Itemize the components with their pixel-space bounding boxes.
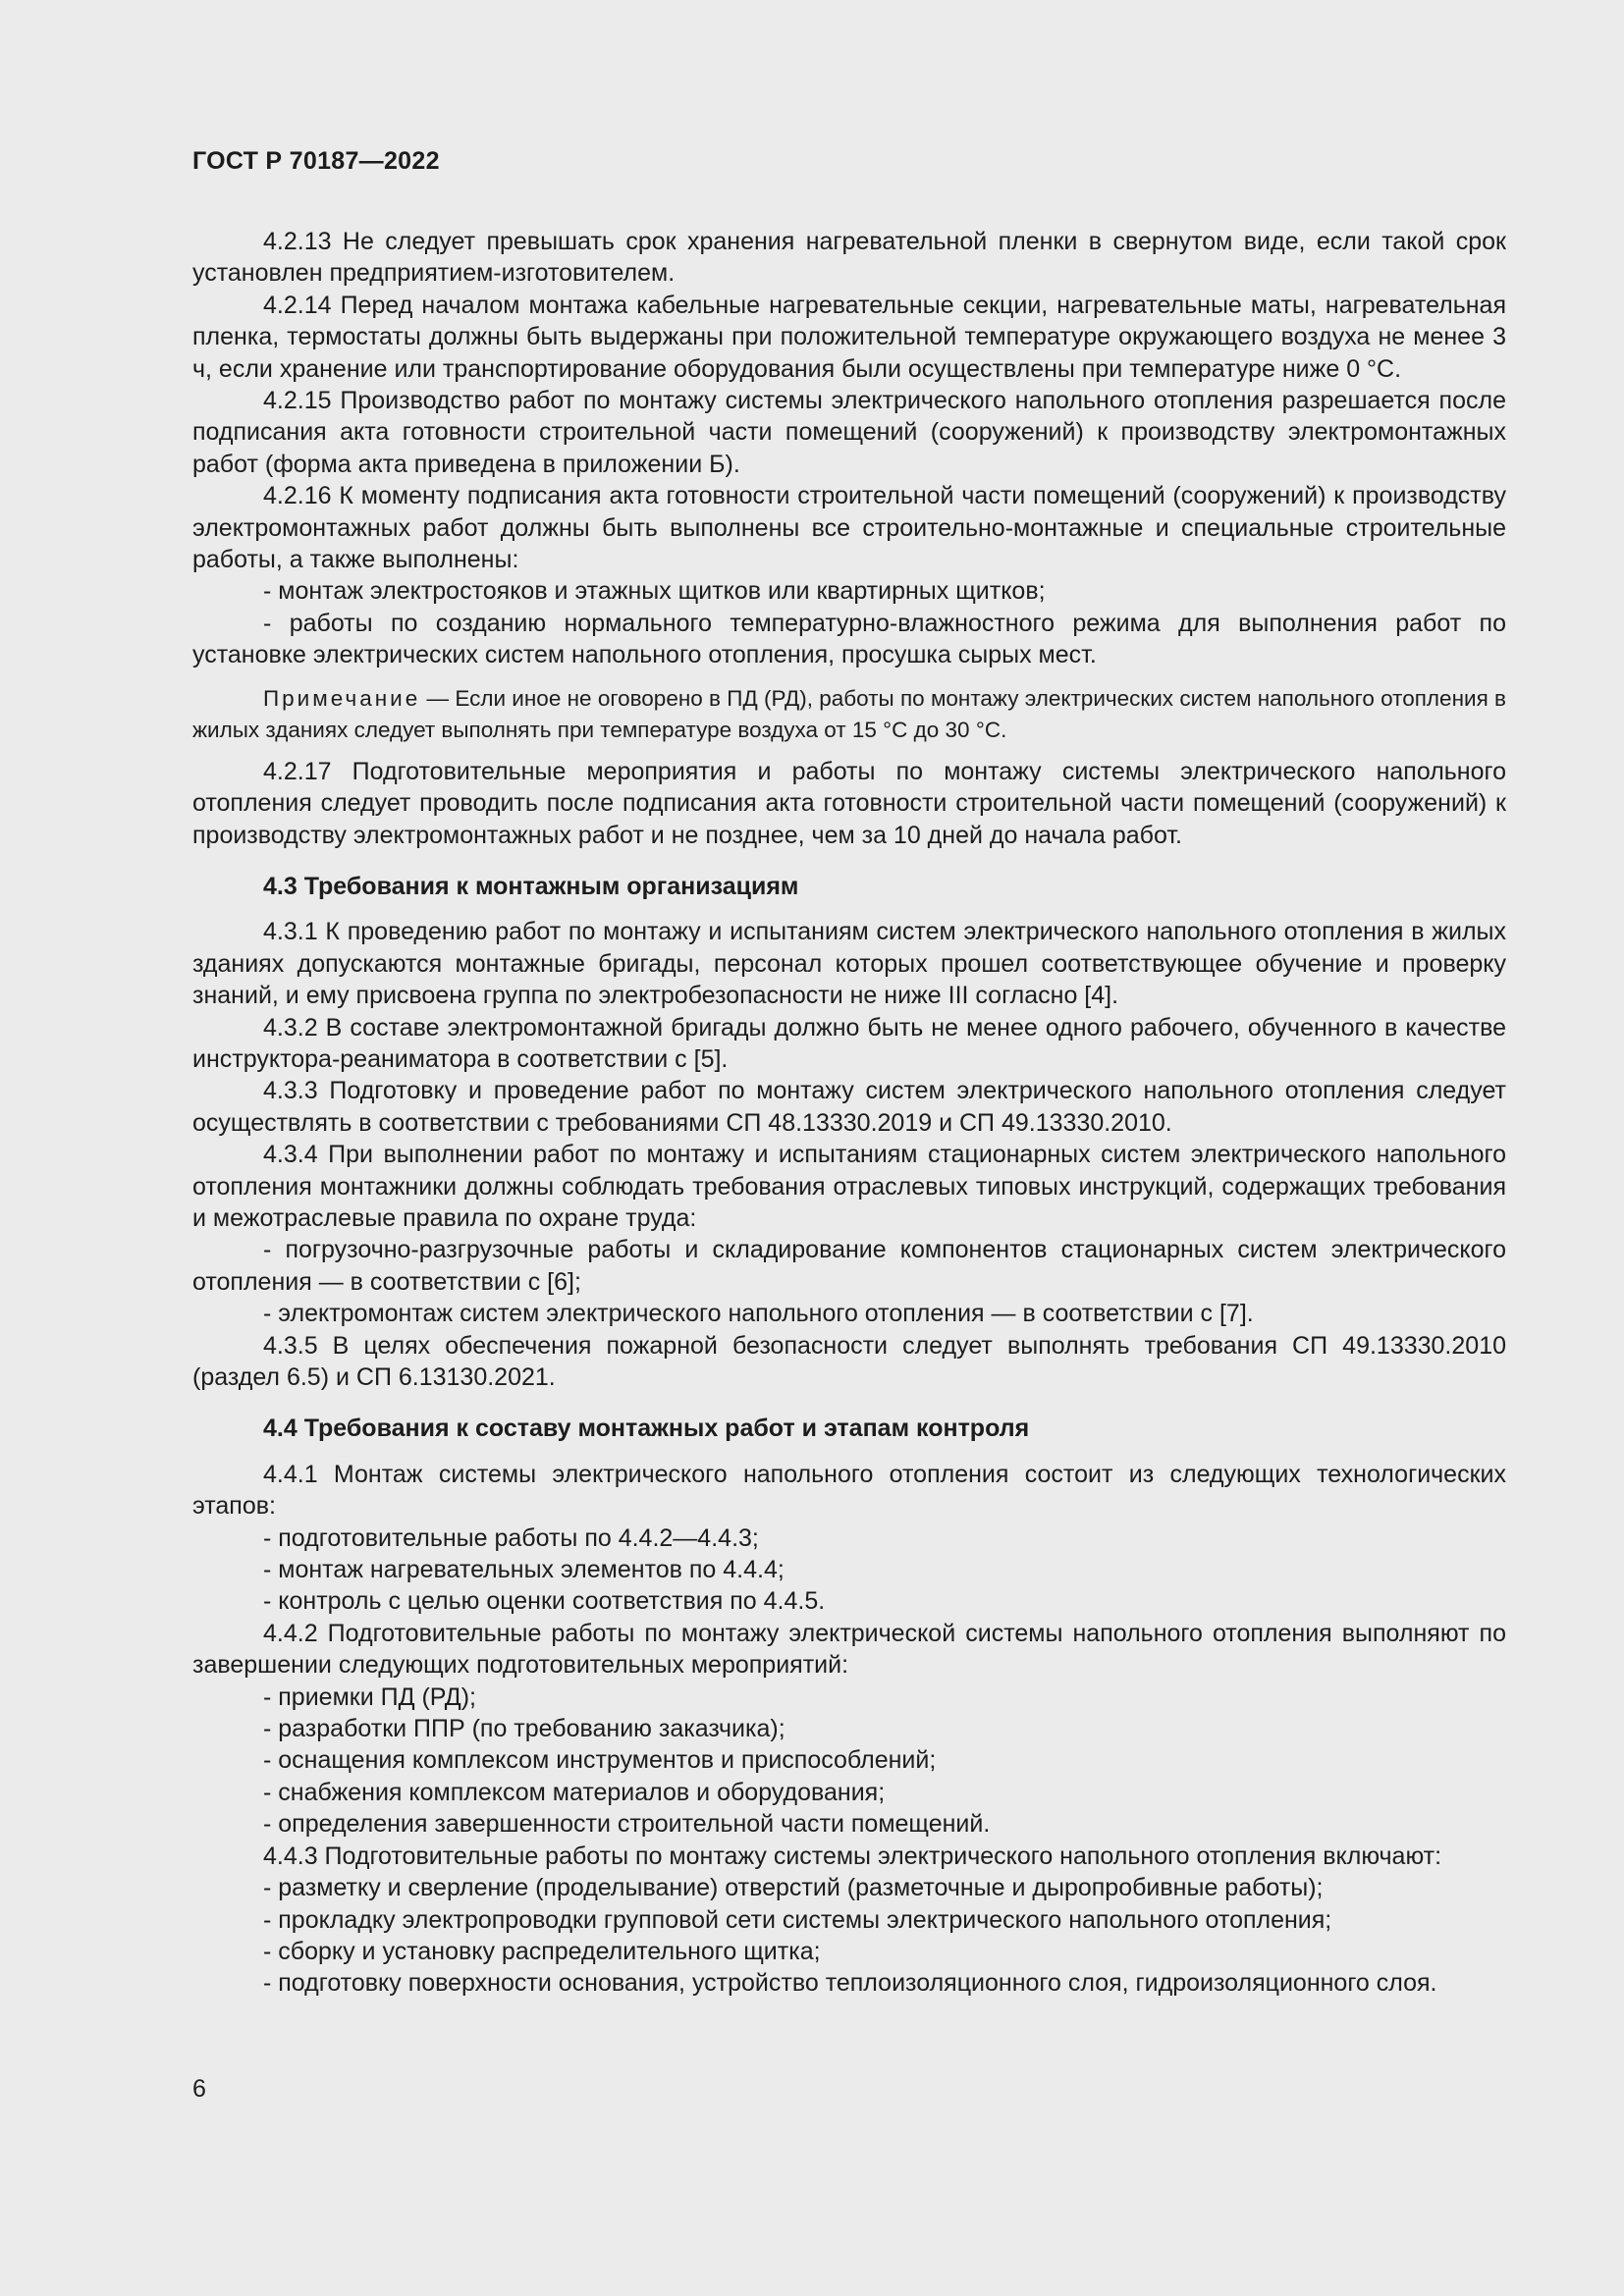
clause-4-2-13: 4.2.13 Не следует превышать срок хранения нагревательной пленки в свернутом виде, если такой срок установлен предприятием-изготовителем. xyxy=(192,228,1506,288)
clause-4-4-1: 4.4.1 Монтаж системы электрического напольного отопления состоит из следующих технологических этапов: xyxy=(192,1460,1506,1521)
list-item: - контроль с целью оценки соответствия по 4.4.5. xyxy=(263,1587,826,1616)
note-label: Примечание xyxy=(263,685,421,711)
clause-4-3-3: 4.3.3 Подготовку и проведение работ по монтажу систем электрического напольного отопления следует осуществлять в соответствии с требованиями СП 48.13330.2019 и СП 49.13330.2010. xyxy=(192,1077,1506,1137)
clause-4-2-16: 4.2.16 К моменту подписания акта готовности строительной части помещений (сооружений) к производству электромонтажных работ должны быть выполнены все строительно-монтажные и специальные строительные работы, а также выполнены: xyxy=(192,482,1506,574)
list-item: - разработки ППР (по требованию заказчика); xyxy=(263,1715,785,1743)
list-item: - подготовку поверхности основания, устройство теплоизоляционного слоя, гидроизоляционного слоя. xyxy=(263,1969,1437,1998)
clause-4-2-14: 4.2.14 Перед началом монтажа кабельные нагревательные секции, нагревательные маты, нагревательная пленка, термостаты должны быть выдержаны при положительной температуре окружающего воздуха не менее 3 ч, если хранение или транспортирование оборудования были осуществлены при температуре ниже 0 °С. xyxy=(192,291,1506,383)
note-text: — Если иное не оговорено в ПД (РД), работы по монтажу электрических систем напольного отопления в жилых зданиях следует выполнять при температуре воздуха от 15 °С до 30 °С. xyxy=(192,685,1506,742)
list-item: - работы по созданию нормального температурно-влажностного режима для выполнения работ по установке электрических систем напольного отопления, просушка сырых мест. xyxy=(192,609,1506,669)
list-item: - монтаж нагревательных элементов по 4.4.4; xyxy=(263,1556,785,1584)
list-item: - приемки ПД (РД); xyxy=(263,1682,476,1711)
page-number: 6 xyxy=(192,2075,206,2103)
clause-4-3-1: 4.3.1 К проведению работ по монтажу и испытаниям систем электрического напольного отопления в жилых зданиях допускаются монтажные бригады, персонал которых прошел соответствующее обучение и проверку знаний, и ему присвоена группа по электробезопасности не ниже III согласно [4]. xyxy=(192,918,1506,1010)
list-item: - подготовительные работы по 4.4.2—4.4.3; xyxy=(263,1523,759,1552)
list-item: - погрузочно-разгрузочные работы и складирование компонентов стационарных систем электрического отопления — в соответствии с [6]; xyxy=(192,1236,1506,1296)
list-item: - определения завершенности строительной части помещений. xyxy=(263,1810,991,1839)
note xyxy=(192,683,1506,746)
list-item: - прокладку электропроводки групповой сети системы электрического напольного отопления; xyxy=(263,1905,1332,1934)
list-item: - монтаж электростояков и этажных щитков или квартирных щитков; xyxy=(263,577,1046,606)
list-item: - разметку и сверление (проделывание) отверстий (разметочные и дыропробивные работы); xyxy=(263,1874,1324,1902)
section-heading-4-4: 4.4 Требования к составу монтажных работ и этапам контроля xyxy=(263,1415,1030,1443)
section-heading-4-3: 4.3 Требования к монтажным организациям xyxy=(263,872,799,900)
clause-4-2-17: 4.2.17 Подготовительные мероприятия и работы по монтажу системы электрического напольного отопления следует проводить после подписания акта готовности строительной части помещений (сооружений) к производству электромонтажных работ и не позднее, чем за 10 дней до начала работ. xyxy=(192,757,1506,849)
list-item: - сборку и установку распределительного щитка; xyxy=(263,1937,821,1965)
list-item: - оснащения комплексом инструментов и приспособлений; xyxy=(263,1746,937,1775)
clause-4-4-3: 4.4.3 Подготовительные работы по монтажу системы электрического напольного отопления включают: xyxy=(263,1842,1442,1870)
clause-4-3-5: 4.3.5 В целях обеспечения пожарной безопасности следует выполнять требования СП 49.13330.2010 (раздел 6.5) и СП 6.13130.2021. xyxy=(192,1331,1506,1391)
clause-4-2-15: 4.2.15 Производство работ по монтажу системы электрического напольного отопления разрешается после подписания акта готовности строительной части помещений (сооружений) к производству электромонтажных работ (форма акта приведена в приложении Б). xyxy=(192,387,1506,478)
list-item: - электромонтаж систем электрического напольного отопления — в соответствии с [7]. xyxy=(263,1300,1254,1328)
document-header: ГОСТ Р 70187—2022 xyxy=(192,147,440,175)
clause-4-3-4: 4.3.4 При выполнении работ по монтажу и испытаниям стационарных систем электрического напольного отопления монтажники должны соблюдать требования отраслевых типовых инструкций, содержащих требования и межотраслевые правила по охране труда: xyxy=(192,1141,1506,1232)
clause-4-4-2: 4.4.2 Подготовительные работы по монтажу электрической системы напольного отопления выполняют по завершении следующих подготовительных мероприятий: xyxy=(192,1619,1506,1680)
document-body xyxy=(192,226,1506,2000)
clause-4-3-2: 4.3.2 В составе электромонтажной бригады должно быть не менее одного рабочего, обученного в качестве инструктора-реаниматора в соответствии с [5]. xyxy=(192,1013,1506,1073)
list-item: - снабжения комплексом материалов и оборудования; xyxy=(263,1778,886,1806)
